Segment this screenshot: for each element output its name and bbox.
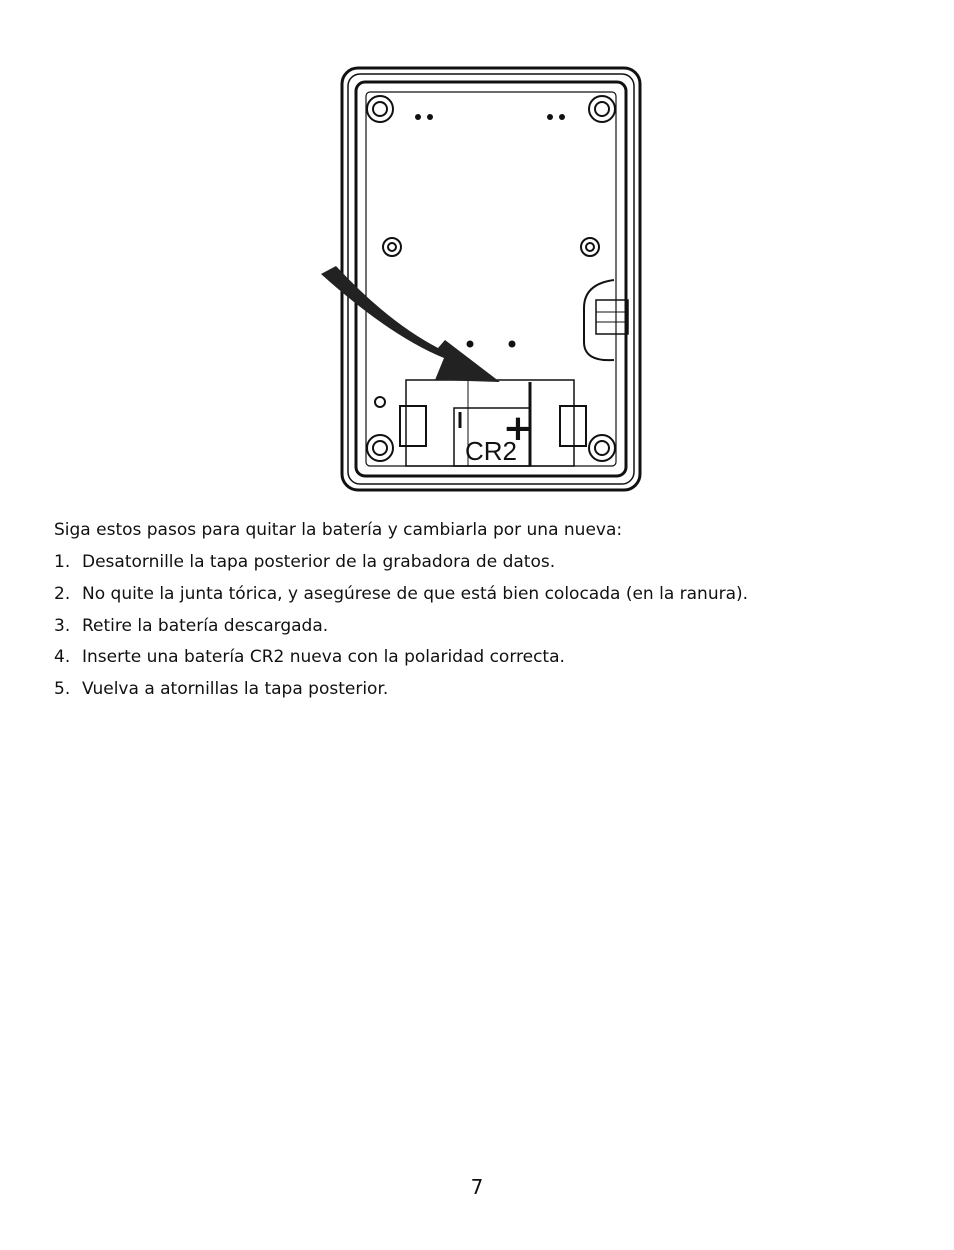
screw-mid-left bbox=[383, 238, 401, 256]
instructions-intro: Siga estos pasos para quitar la batería y cambiarla por una nueva: bbox=[54, 520, 623, 540]
step-item bbox=[54, 677, 748, 709]
small-hole bbox=[375, 397, 385, 407]
housing-inner bbox=[348, 74, 634, 484]
step-text: Retire la batería descargada. bbox=[82, 615, 329, 636]
housing-outer bbox=[342, 68, 640, 490]
screw-top-right bbox=[589, 96, 615, 122]
latch-tab bbox=[596, 300, 628, 334]
step-number: 2. bbox=[54, 583, 71, 604]
battery-compartment-figure bbox=[318, 62, 648, 494]
step-item bbox=[54, 614, 748, 646]
step-item bbox=[54, 582, 748, 614]
step-item bbox=[54, 645, 748, 677]
step-item bbox=[54, 550, 748, 582]
step-text: No quite la junta tórica, y asegúrese de que está bien colocada (en la ranura). bbox=[82, 583, 749, 604]
battery-compartment-drawing bbox=[318, 62, 648, 494]
steps-list bbox=[54, 550, 748, 709]
page-number: 7 bbox=[470, 1175, 484, 1199]
step-number: 1. bbox=[54, 552, 71, 572]
step-number: 3. bbox=[54, 615, 71, 636]
step-text: Vuelva a atornillas la tapa posterior. bbox=[82, 679, 389, 700]
battery-plus-sign: + bbox=[502, 408, 534, 449]
battery-contact-right bbox=[560, 406, 586, 446]
compartment-floor bbox=[366, 92, 616, 466]
battery-minus-sign: − bbox=[414, 482, 415, 483]
screw-top-left bbox=[367, 96, 393, 122]
step-text: Desatornille la tapa posterior de la grabadora de datos. bbox=[82, 552, 556, 572]
battery-label: CR2 bbox=[465, 436, 518, 466]
screw-mid-right bbox=[581, 238, 599, 256]
battery-contact-left bbox=[400, 406, 426, 446]
step-text: Inserte una batería CR2 nueva con la polaridad correcta. bbox=[82, 647, 565, 668]
side-latch bbox=[584, 280, 614, 360]
screw-bottom-left bbox=[367, 435, 393, 461]
screw-bottom-right bbox=[589, 435, 615, 461]
step-number: 4. bbox=[54, 647, 71, 668]
step-number: 5. bbox=[54, 679, 71, 700]
